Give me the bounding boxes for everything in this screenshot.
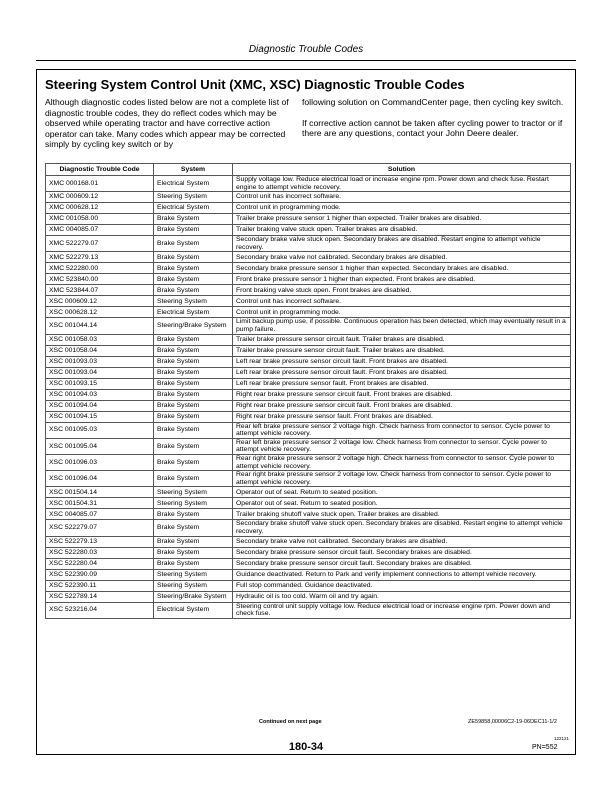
table-row [46, 225, 571, 236]
cell-code: XSC 522789.14 [46, 591, 154, 602]
intro-right-column [302, 97, 574, 149]
table-row [46, 591, 571, 602]
cell-system: Brake System [154, 389, 233, 400]
cell-system: Brake System [154, 454, 233, 470]
cell-code: XSC 000628.12 [46, 307, 154, 318]
cell-system: Brake System [154, 367, 233, 378]
cell-code: XSC 001095.04 [46, 438, 154, 454]
cell-solution: Secondary brake valve not calibrated. Secondary brakes are disabled. [233, 252, 571, 263]
cell-code: XSC 000609.12 [46, 296, 154, 307]
table-row [46, 176, 571, 192]
table-row [46, 318, 571, 334]
cell-code: XSC 001093.15 [46, 378, 154, 389]
cell-solution: Front braking valve stuck open. Front brakes are disabled. [233, 285, 571, 296]
cell-system: Steering System [154, 487, 233, 498]
intro-paragraph-2: If corrective action cannot be taken after cycling power to tractor or if there are any questions, contact your John Deere dealer. [302, 117, 563, 139]
cell-solution: Trailer braking shutoff valve stuck open. Trailer brakes are disabled. [233, 509, 571, 520]
table-row [46, 252, 571, 263]
cell-code: XSC 004085.07 [46, 509, 154, 520]
cell-system: Brake System [154, 558, 233, 569]
intro-paragraph-1: Although diagnostic codes listed below are not a complete list of diagnostic trouble codes, they do reflect codes which may be observed while operating tractor and have corrective action operator can take. Many codes which appear may be corrected simply by cycling key switch or by [45, 97, 289, 150]
cell-code: XSC 001095.03 [46, 422, 154, 438]
cell-system: Brake System [154, 547, 233, 558]
cell-system: Steering System [154, 569, 233, 580]
cell-system: Brake System [154, 252, 233, 263]
intro-paragraph-1-continued: following solution on CommandCenter page, then cycling key switch. [302, 97, 564, 107]
table-row [46, 536, 571, 547]
table-body [46, 176, 571, 619]
table-row [46, 389, 571, 400]
table-row [46, 520, 571, 536]
cell-solution: Trailer brake pressure sensor 1 higher than expected. Trailer brakes are disabled. [233, 214, 571, 225]
cell-code: XSC 522279.13 [46, 536, 154, 547]
cell-code: XSC 522279.07 [46, 520, 154, 536]
cell-code: XMC 523844.07 [46, 285, 154, 296]
table-row [46, 509, 571, 520]
cell-system: Steering/Brake System [154, 591, 233, 602]
table-row [46, 487, 571, 498]
cell-system: Electrical System [154, 307, 233, 318]
table-row [46, 356, 571, 367]
table-row [46, 345, 571, 356]
document-reference: ZE59858,00006C2-19-06DEC11-1/2 [468, 719, 557, 725]
table-row [46, 307, 571, 318]
cell-system: Brake System [154, 422, 233, 438]
cell-code: XSC 001504.31 [46, 498, 154, 509]
cell-system: Brake System [154, 285, 233, 296]
table-row [46, 558, 571, 569]
continued-note: Continued on next page [259, 719, 322, 725]
column-header-system: System [154, 164, 233, 176]
dtc-table [45, 163, 571, 619]
cell-solution: Rear right brake pressure sensor 2 voltage low. Check harness from connector to sensor. Cycle power to attempt vehicle recovery. [233, 471, 571, 487]
table-row [46, 274, 571, 285]
cell-system: Steering System [154, 498, 233, 509]
cell-solution: Operator out of seat. Return to seated position. [233, 487, 571, 498]
cell-code: XSC 522280.04 [46, 558, 154, 569]
cell-code: XMC 000609.12 [46, 192, 154, 203]
cell-code: XSC 001093.03 [46, 356, 154, 367]
table-row [46, 192, 571, 203]
cell-code: XSC 522390.11 [46, 580, 154, 591]
table-row [46, 547, 571, 558]
table-row [46, 367, 571, 378]
table-row [46, 602, 571, 618]
table-row [46, 334, 571, 345]
cell-solution: Trailer braking valve stuck open. Trailer brakes are disabled. [233, 225, 571, 236]
cell-system: Brake System [154, 225, 233, 236]
table-row [46, 569, 571, 580]
cell-solution: Right rear brake pressure sensor circuit fault. Front brakes are disabled. [233, 389, 571, 400]
cell-system: Electrical System [154, 203, 233, 214]
cell-system: Brake System [154, 334, 233, 345]
table-row [46, 438, 571, 454]
cell-code: XMC 000168.01 [46, 176, 154, 192]
table-row [46, 422, 571, 438]
cell-solution: Control unit in programming mode. [233, 203, 571, 214]
cell-system: Steering System [154, 192, 233, 203]
page-date-code: 122121 [554, 736, 570, 741]
cell-solution: Steering control unit supply voltage low. Reduce electrical load or increase engine rpm. Power down and check fuse. [233, 602, 571, 618]
cell-solution: Full stop commanded. Guidance deactivated. [233, 580, 571, 591]
table-row [46, 411, 571, 422]
cell-solution: Operator out of seat. Return to seated position. [233, 498, 571, 509]
cell-code: XSC 001094.15 [46, 411, 154, 422]
cell-solution: Rear left brake pressure sensor 2 voltage high. Check harness from connector to sensor. Cycle power to attempt vehicle recovery. [233, 422, 571, 438]
cell-code: XSC 001504.14 [46, 487, 154, 498]
cell-system: Electrical System [154, 176, 233, 192]
cell-solution: Right rear brake pressure sensor fault. Front brakes are disabled. [233, 411, 571, 422]
cell-system: Brake System [154, 274, 233, 285]
cell-solution: Supply voltage low. Reduce electrical load or increase engine rpm. Power down and check fuse. Restart engine to attempt vehicle recovery. [233, 176, 571, 192]
cell-code: XSC 001058.03 [46, 334, 154, 345]
cell-system: Brake System [154, 509, 233, 520]
cell-system: Brake System [154, 263, 233, 274]
cell-solution: Left rear brake pressure sensor circuit fault. Front brakes are disabled. [233, 367, 571, 378]
table-header-row [46, 164, 571, 176]
cell-solution: Limit backup pump use, if possible. Continuous operation has been detected, which may eventually result in a pump failure. [233, 318, 571, 334]
cell-code: XSC 522390.09 [46, 569, 154, 580]
table-row [46, 498, 571, 509]
cell-system: Steering System [154, 580, 233, 591]
cell-code: XMC 522279.13 [46, 252, 154, 263]
column-header-code: Diagnostic Trouble Code [46, 164, 154, 176]
cell-code: XSC 001093.04 [46, 367, 154, 378]
table-row [46, 285, 571, 296]
table-row [46, 203, 571, 214]
page-pn: PN=552 [532, 744, 558, 751]
cell-solution: Control unit has incorrect software. [233, 192, 571, 203]
cell-solution: Left rear brake pressure sensor circuit fault. Front brakes are disabled. [233, 356, 571, 367]
cell-solution: Secondary brake valve stuck open. Secondary brakes are disabled. Restart engine to attempt vehicle recovery. [233, 236, 571, 252]
cell-code: XMC 522280.00 [46, 263, 154, 274]
cell-system: Brake System [154, 214, 233, 225]
table-row [46, 214, 571, 225]
cell-solution: Left rear brake pressure sensor fault. Front brakes are disabled. [233, 378, 571, 389]
cell-solution: Guidance deactivated. Return to Park and verify implement connections to attempt vehicle recovery. [233, 569, 571, 580]
cell-code: XMC 001058.00 [46, 214, 154, 225]
cell-solution: Control unit in programming mode. [233, 307, 571, 318]
cell-solution: Secondary brake shutoff valve stuck open. Secondary brakes are disabled. Restart engine to attempt vehicle recovery. [233, 520, 571, 536]
running-header: Diagnostic Trouble Codes [248, 44, 364, 55]
cell-solution: Trailer brake pressure sensor circuit fault. Trailer brakes are disabled. [233, 334, 571, 345]
header-rule [36, 60, 576, 61]
cell-code: XMC 000628.12 [46, 203, 154, 214]
cell-code: XMC 004085.07 [46, 225, 154, 236]
cell-code: XSC 001096.03 [46, 454, 154, 470]
section-title: Steering System Control Unit (XMC, XSC) Diagnostic Trouble Codes [45, 77, 465, 92]
cell-solution: Secondary brake pressure sensor 1 higher than expected. Secondary brakes are disabled. [233, 263, 571, 274]
cell-solution: Right rear brake pressure sensor circuit fault. Front brakes are disabled. [233, 400, 571, 411]
cell-system: Brake System [154, 400, 233, 411]
cell-solution: Secondary brake pressure sensor circuit fault. Secondary brakes are disabled. [233, 558, 571, 569]
cell-system: Brake System [154, 411, 233, 422]
cell-system: Brake System [154, 356, 233, 367]
cell-code: XSC 522280.03 [46, 547, 154, 558]
cell-code: XSC 523216.04 [46, 602, 154, 618]
cell-system: Brake System [154, 536, 233, 547]
table-row [46, 296, 571, 307]
cell-system: Brake System [154, 378, 233, 389]
cell-code: XSC 001094.03 [46, 389, 154, 400]
cell-solution: Trailer brake pressure sensor circuit fault. Trailer brakes are disabled. [233, 345, 571, 356]
cell-code: XSC 001094.04 [46, 400, 154, 411]
table-row [46, 378, 571, 389]
cell-code: XMC 523840.00 [46, 274, 154, 285]
cell-system: Brake System [154, 520, 233, 536]
cell-system: Brake System [154, 345, 233, 356]
table-row [46, 400, 571, 411]
cell-system: Brake System [154, 236, 233, 252]
cell-system: Steering/Brake System [154, 318, 233, 334]
cell-system: Brake System [154, 438, 233, 454]
table-row [46, 263, 571, 274]
cell-system: Electrical System [154, 602, 233, 618]
cell-solution: Hydraulic oil is too cold. Warm oil and try again. [233, 591, 571, 602]
cell-system: Brake System [154, 471, 233, 487]
cell-code: XSC 001058.04 [46, 345, 154, 356]
page-number: 180-34 [288, 741, 324, 753]
cell-solution: Front brake pressure sensor 1 higher than expected. Front brakes are disabled. [233, 274, 571, 285]
table-row [46, 236, 571, 252]
cell-solution: Rear left brake pressure sensor 2 voltage low. Check harness from connector to sensor. Cycle power to attempt vehicle recovery. [233, 438, 571, 454]
column-header-solution: Solution [233, 164, 571, 176]
intro-left-column [45, 97, 295, 150]
cell-code: XSC 001096.04 [46, 471, 154, 487]
cell-solution: Secondary brake valve not calibrated. Secondary brakes are disabled. [233, 536, 571, 547]
cell-code: XSC 001044.14 [46, 318, 154, 334]
table-row [46, 454, 571, 470]
cell-solution: Control unit has incorrect software. [233, 296, 571, 307]
table-row [46, 580, 571, 591]
table-row [46, 471, 571, 487]
cell-solution: Secondary brake pressure sensor circuit fault. Secondary brakes are disabled. [233, 547, 571, 558]
cell-code: XMC 522279.07 [46, 236, 154, 252]
cell-system: Steering System [154, 296, 233, 307]
cell-solution: Rear right brake pressure sensor 2 voltage high. Check harness from connector to sensor. Cycle power to attempt vehicle recovery. [233, 454, 571, 470]
